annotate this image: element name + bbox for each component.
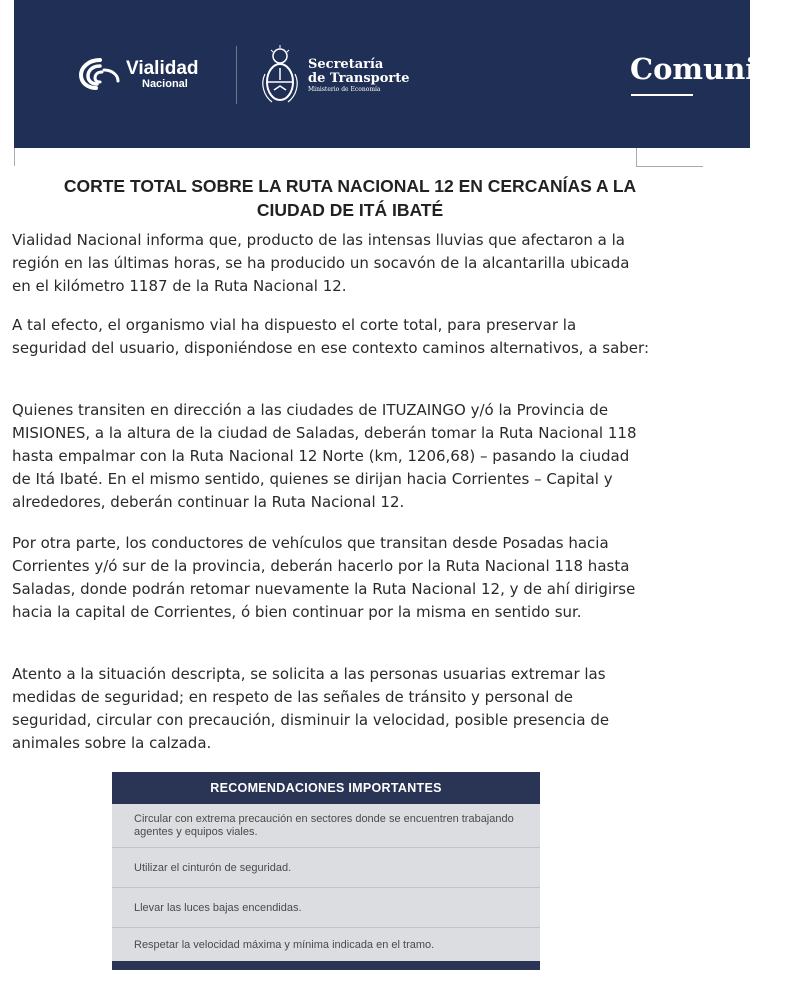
secretaria-line3: Ministerio de Economía <box>308 86 381 94</box>
logo-divider <box>236 46 237 104</box>
recommendations-heading: RECOMENDACIONES IMPORTANTES <box>112 772 540 804</box>
recommendations-footer-bar <box>112 961 540 970</box>
page-corner-right <box>636 148 703 167</box>
recommendation-text: Circular con extrema precaución en sectores donde se encuentren trabajando agentes y equipos viales. <box>134 812 514 838</box>
recommendation-text: Utilizar el cinturón de seguridad. <box>134 861 292 874</box>
recommendation-item <box>112 804 540 848</box>
secretaria-brand <box>258 44 410 108</box>
page-corner-left <box>0 148 15 166</box>
recommendation-text: Llevar las luces bajas encendidas. <box>134 901 302 914</box>
comunicado-label: Comunica <box>630 52 793 86</box>
paragraph-3: Quienes transiten en dirección a las ciudades de ITUZAINGO y/ó la Provincia de MISIONES, a la altura de la ciudad de Saladas, deberán tomar la Ruta Nacional 118 hasta empalmar con la Ruta Nacional 12 Norte (km, 1206,68) – pasando la ciudad de Itá Ibaté. En el mismo sentido, quienes se dirijan hacia Corrientes – Capital y alrededores, deberán continuar la Ruta Nacional 12. <box>12 401 637 511</box>
vialidad-sub: Nacional <box>142 77 188 90</box>
recommendation-item <box>112 928 540 961</box>
vialidad-brand <box>78 56 199 92</box>
recommendation-text: Respetar la velocidad máxima y mínima indicada en el tramo. <box>134 938 435 951</box>
paragraph-2: A tal efecto, el organismo vial ha dispuesto el corte total, para preservar la seguridad del usuario, disponiéndose en ese contexto caminos alternativos, a saber: <box>12 316 649 357</box>
secretaria-line2: de Transporte <box>308 70 410 86</box>
secretaria-line1: Secretaría <box>308 57 384 73</box>
vialidad-name: Vialidad <box>126 57 199 79</box>
vialidad-logo-icon <box>78 56 122 92</box>
paragraph-4: Por otra parte, los conductores de vehículos que transitan desde Posadas hacia Corrientes y/ó sur de la provincia, deberán hacerlo por la Ruta Nacional 118 hasta Saladas, donde podrán retomar nuevamente la Ruta Nacional 12, y de ahí dirigirse hacia la capital de Corrientes, ó bien continuar por la misma en sentido sur. <box>12 534 636 621</box>
recommendation-item <box>112 848 540 888</box>
recommendation-item <box>112 888 540 928</box>
header-banner <box>14 0 793 148</box>
paragraph-5: Atento a la situación descripta, se solicita a las personas usuarias extremar las medidas de seguridad; en respeto de las señales de tránsito y personal de seguridad, circular con precaución, disminuir la velocidad, posible presencia de animales sobre la calzada. <box>12 665 610 752</box>
recommendations-box <box>112 772 540 970</box>
page-title: CORTE TOTAL SOBRE LA RUTA NACIONAL 12 EN CERCANÍAS A LA CIUDAD DE ITÁ IBATÉ <box>63 176 637 220</box>
argentina-seal-icon <box>258 44 302 108</box>
comunicado-underline <box>631 94 693 96</box>
paragraph-1: Vialidad Nacional informa que, producto de las intensas lluvias que afectaron a la región en las últimas horas, se ha producido un socavón de la alcantarilla ubicada en el kilómetro 1187 de la Ruta Nacional 12. <box>12 231 630 295</box>
